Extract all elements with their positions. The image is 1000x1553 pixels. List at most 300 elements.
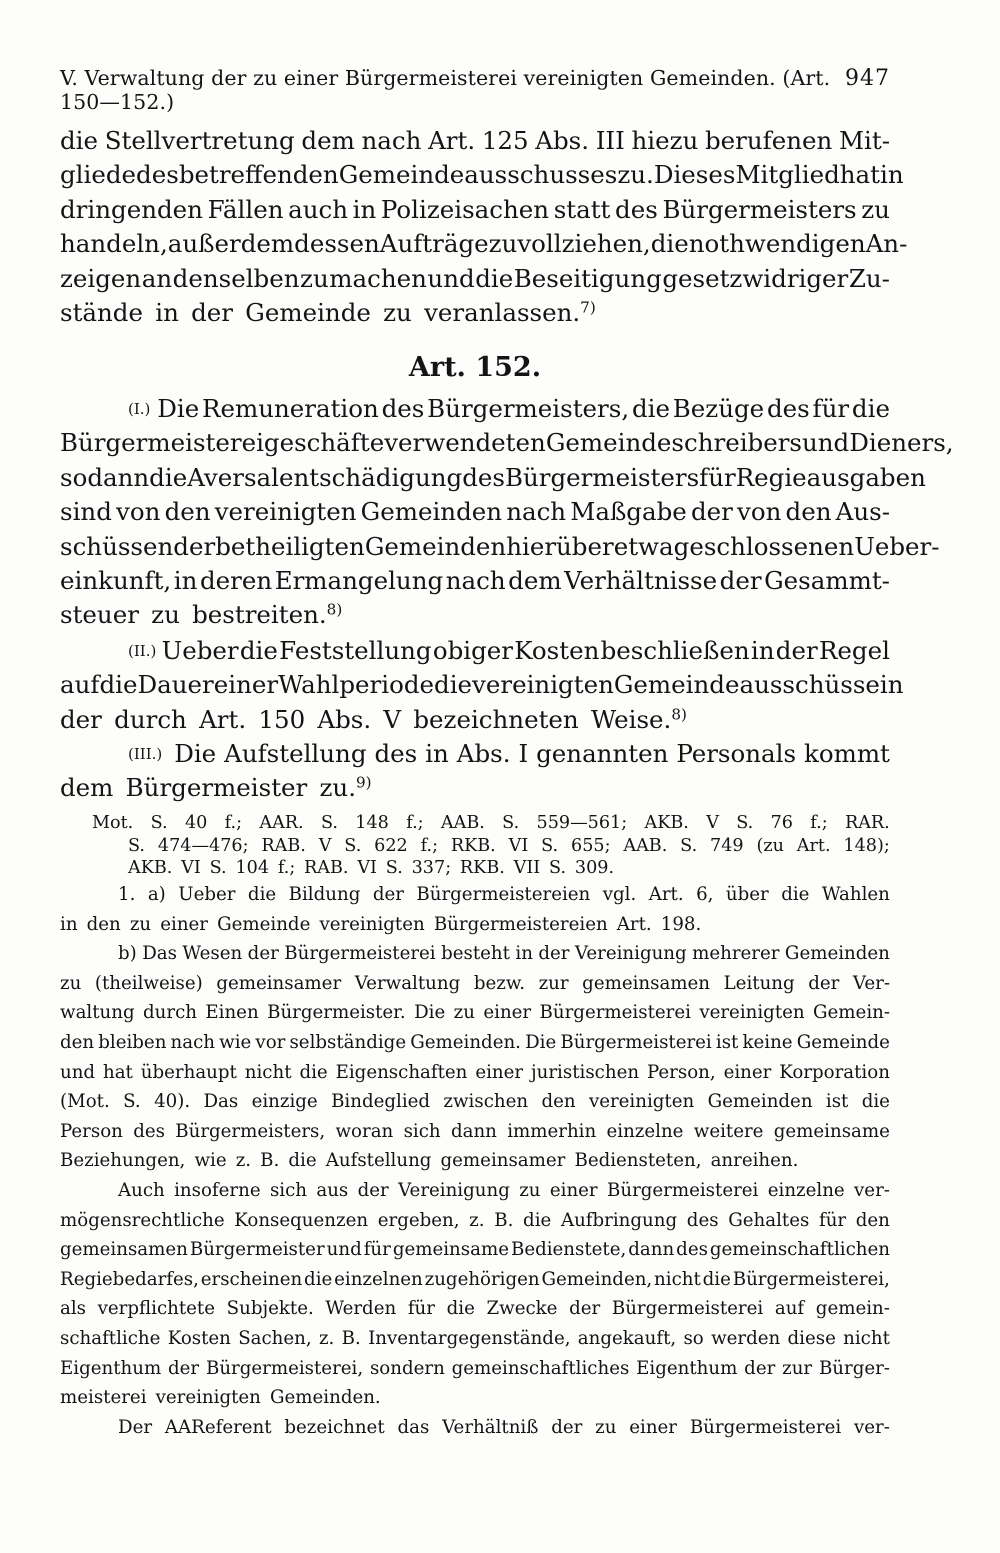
text-word: in [60,913,78,935]
text-word: (zu [756,835,784,856]
text-word: des [462,462,505,492]
text-word: für [699,462,736,492]
text-word: Dieners, [849,428,954,458]
text-word: 148); [843,835,890,856]
text-word: f.; [277,858,296,879]
text-word: Bildung [288,884,361,905]
text-word: vereinigten [588,1091,695,1113]
text-word: der [191,297,234,327]
text-word: einer [629,1416,677,1438]
text-word: S. [123,1091,141,1113]
text-word: AAB. [623,835,668,856]
text-word: nothwendigen [688,229,866,259]
text-word: gemeinschaftlichen [709,1239,890,1261]
text-word: die [631,394,670,423]
reference-lines [60,812,890,880]
text-word: B. [260,1150,280,1172]
text-word: Ueber- [854,531,940,561]
text-word: einer [213,670,279,700]
text-line [60,1265,890,1295]
text-word: schaftliche [60,1327,161,1349]
text-word: Leitung [723,972,795,994]
text-word: die [434,670,473,700]
text-line [60,1087,890,1117]
text-word: gemeinsamen [582,972,711,994]
text-word: Maßgabe [570,497,687,527]
reference-line [60,812,890,835]
page-number: 947 [845,66,890,91]
intro-lines [60,124,908,330]
text-word: die [851,394,890,423]
text-line [60,880,890,910]
text-word: Konsequenzen [234,1209,369,1231]
commentary-paragraph [60,1176,890,1413]
text-word: Art. [616,913,652,935]
text-word: statt [553,194,611,224]
text-line [60,969,890,999]
text-word: Kosten [514,636,600,665]
text-word: auch [288,194,349,224]
text-word: S. [128,835,146,856]
text-line [60,426,954,460]
text-word: Gemeinden [360,497,503,527]
text-word: schüssen [60,531,174,561]
text-word: Verwaltung [354,972,461,994]
text-word: zu.$^{9)}$ [319,773,372,803]
text-word: einer [549,1179,598,1201]
text-word: Dieses [653,160,736,190]
text-word: AKB. [644,813,689,833]
text-word: Bediensteten, [574,1150,702,1172]
text-word: beschließen [600,636,750,665]
text-word: ergeben, [377,1209,460,1231]
text-word: Ermangelung [274,565,444,595]
text-word: Mot. [92,813,134,833]
text-word: in [750,636,775,665]
text-word: zu. [617,160,654,190]
text-word: in [155,297,179,327]
text-word: Regiebedarfes, [60,1268,199,1290]
text-line [60,158,904,192]
text-word: Gemeinde [796,1031,890,1053]
text-word: Bürger- [818,1357,890,1379]
text-word: RAB. [261,835,306,856]
text-word: Sachen, [238,1327,312,1349]
text-word: Bürgermeisters, [427,394,630,423]
text-word: in [879,670,904,700]
text-word: Weise.$^{8)}$ [590,704,687,734]
text-word: VI [181,858,201,879]
text-line [60,227,908,261]
text-word: Art. [428,126,476,155]
text-word: 1. [118,884,136,905]
text-word: Gemeinden. [269,1387,381,1409]
text-word: nach [170,1031,216,1053]
text-word: Bürgermeisters [504,462,700,492]
text-word: wie [219,1031,252,1053]
text-word: dringenden [60,194,203,224]
text-word: etwa [613,531,674,561]
text-line [60,668,904,702]
text-word: Aufstellung [224,739,367,768]
text-word: den [86,913,121,935]
text-word: S. [549,858,567,879]
text-word: der [173,531,216,561]
text-word: des [381,394,425,423]
text-word: die [99,670,138,700]
text-word: durch [114,704,187,734]
text-word: nicht [654,1268,701,1290]
text-word: vereinigten [319,913,425,935]
text-word: in [880,160,904,190]
text-word: Subjekte. [226,1298,314,1320]
text-word: sind [60,497,112,527]
text-line [60,1206,890,1236]
text-word: zeigen [60,263,142,293]
text-word: verpflichtete [97,1298,216,1320]
text-word: Aus- [835,497,890,527]
text-word: z. [235,1150,252,1172]
text-word: einzelnen [334,1268,423,1290]
text-word: zur [782,1357,813,1379]
text-word: Inventargegenstände, [368,1327,571,1349]
text-word: hiezu [631,126,699,155]
text-word: gemeinsame [392,1239,509,1261]
text-word: kommt [803,739,890,768]
article-paragraph-1 [60,392,954,633]
text-word: ist [715,1031,739,1053]
text-word: 125 [481,126,529,155]
text-word: die [288,1150,317,1172]
text-word: außerdem [167,229,295,259]
text-word: 104 [235,858,270,879]
text-word: b) [118,943,137,965]
text-word: ist [825,1091,849,1113]
text-word: f.; [810,813,828,833]
text-word: Aufstellung [325,1150,432,1172]
text-word: Bürgermeisters [662,194,857,224]
text-word: hierüber [506,531,614,561]
text-line [60,910,890,940]
text-word: den [785,497,832,527]
text-word: B. [494,1209,514,1231]
text-word: wie [194,1150,227,1172]
text-word: zu [300,263,329,293]
text-word: zu [383,297,412,327]
text-word: der [808,972,840,994]
text-line [60,598,890,632]
text-word: werden [711,1327,781,1349]
text-word: von [737,497,782,527]
text-word: hat [839,160,880,190]
text-word: einkunft, [60,565,172,595]
text-word: so [683,1327,704,1349]
text-word: Bedienstete, [510,1239,627,1261]
footnote-ref: 9) [356,774,372,793]
text-word: und [802,428,850,458]
text-word: woran [335,1120,394,1142]
text-word: S. [344,835,362,856]
article-heading: Art. 152. [408,352,542,383]
text-word: und [60,1061,96,1083]
text-word: nach [506,497,567,527]
text-word: Aufbringung [560,1209,678,1231]
text-word: Bürgermeister [125,773,308,803]
text-word: in [173,565,198,595]
text-line [60,939,890,969]
text-word: z. [469,1209,485,1231]
text-word: zu [595,1416,617,1438]
text-word: 309. [574,858,615,879]
text-word: die [781,884,810,905]
text-word: Werden [325,1298,397,1320]
text-line [60,1413,890,1443]
text-word: die [304,1268,333,1290]
text-word: (Mot. [60,1091,110,1113]
text-word: Gemeinden [364,531,507,561]
text-word: S. [541,835,559,856]
footnote-ref: 7) [580,298,596,317]
text-word: RKB. [450,835,496,856]
text-word: Gesammt- [764,565,890,595]
text-word: einer [475,1061,524,1083]
text-word: 150 [258,704,306,734]
text-word: selbständige [289,1031,407,1053]
text-word: Vereinigung [398,1179,510,1201]
text-word: 40 [184,813,208,833]
text-word: Wahlperiode [278,670,435,700]
text-word: diese [787,1327,836,1349]
text-word: Bürgermeisterei [606,1179,759,1201]
text-word: V [383,704,402,734]
text-word: anreihen. [710,1150,799,1172]
text-word: in [352,194,377,224]
text-word: des [766,394,810,423]
text-word: Art. [648,884,684,905]
text-word: Regel [818,636,890,665]
text-word: steuer [60,600,139,630]
text-word: zu [519,1179,541,1201]
intro-paragraph [60,124,908,330]
text-word: Bürgermeister. [267,1002,406,1024]
text-word: Wesen [182,943,243,965]
text-word: vereinigten [214,497,357,527]
text-word: gemeinschaftliches [451,1357,630,1379]
text-word: Verhältniß [442,1416,539,1438]
text-word: Bindeglied [331,1091,431,1113]
text-line [60,998,890,1028]
text-word: S. [736,813,754,833]
text-line [60,1058,890,1088]
text-word: Einen [205,1002,259,1024]
text-word: Auch [118,1179,165,1201]
text-word: Mit- [838,126,890,155]
text-word: der [719,565,762,595]
text-word: handeln, [60,229,168,259]
text-word: Zwecke [486,1298,558,1320]
text-word: die [239,636,278,665]
text-word: durch [143,1002,197,1024]
text-word: S. [502,813,520,833]
text-word: der [551,1416,583,1438]
reference-line [60,835,890,858]
text-word: Gemeinden [784,943,890,965]
text-word: 337; [411,858,452,879]
text-word: f.; [406,813,424,833]
text-word: 474—476; [157,835,249,856]
text-word: Regieausgaben [735,462,926,492]
text-word: Die [414,1002,446,1024]
text-line [60,1235,890,1265]
references-block [60,812,890,880]
text-word: an [141,263,173,293]
text-word: Bürgermeisterei [560,1031,712,1053]
text-word: des [133,1120,165,1142]
text-word: (theilweise) [94,972,203,994]
text-word: Polizeisachen [380,194,550,224]
text-word: mögensrechtliche [60,1209,225,1231]
text-word: angekauft, [577,1327,677,1349]
text-word: 198. [660,913,702,935]
text-word: die [650,229,689,259]
text-word: Eigenthum [60,1357,162,1379]
text-word: Abs. [535,126,590,155]
text-word: zu [453,1002,475,1024]
text-word: VI [357,858,377,879]
text-word: sich [403,1120,441,1142]
text-word: über [725,884,769,905]
text-word: die [247,884,277,905]
text-line [60,634,890,668]
footnote-ref: 8) [326,601,343,619]
text-word: 40). [154,1091,191,1113]
text-word: zur [538,972,569,994]
text-word: für [407,1298,435,1320]
text-word: RKB. [459,858,505,879]
text-word: weitere [693,1120,764,1142]
paragraph-marker: (III.) [128,745,163,763]
text-word: Bürgermeisterei [284,943,436,965]
text-word: bleiben [98,1031,167,1053]
text-word: Bürgermeisterei, [732,1268,890,1290]
text-word: der [247,943,279,965]
text-word: meisterei [60,1387,147,1409]
paragraph-3-lines [60,737,890,806]
text-word: betreffenden [178,160,339,190]
commentary-paragraphs [60,880,890,1442]
text-line [60,771,890,805]
text-word: hat [103,1061,133,1083]
text-line [60,1324,890,1354]
text-word: die [702,1268,731,1290]
text-word: gemein- [815,1298,890,1320]
text-word: B. [341,1327,361,1349]
text-word: Verhältnisse [564,565,718,595]
text-word: waltung [60,1002,135,1024]
footnote-ref: 8) [671,705,687,724]
text-word: Abs. [317,704,372,734]
text-word: vgl. [602,884,637,905]
text-word: Stellvertretung [104,126,295,155]
text-word: Gemeindeausschüsse [613,670,880,700]
text-line [60,1176,890,1206]
text-word: AAB. [440,813,485,833]
commentary-paragraph [60,880,890,939]
text-word: Ueber [161,636,239,665]
commentary-paragraph [60,939,890,1176]
text-word: Die [157,394,200,423]
text-word: Der [118,1416,153,1438]
text-word: Ver- [852,972,890,994]
text-word: Korporation [779,1061,890,1083]
text-word: vereinigten [699,1002,805,1024]
text-word: RAR. [844,813,890,833]
text-word: Bürgermeistereigeschäfte [60,428,385,458]
commentary-paragraph [60,1413,890,1443]
text-word: einzelne [767,1179,845,1201]
text-word: die [60,126,99,155]
text-line [60,1383,890,1413]
text-word: die [475,263,514,293]
text-word: Art. [199,704,247,734]
text-line [60,703,890,737]
text-word: als [60,1298,86,1320]
text-word: Bürgermeisters, [175,1120,326,1142]
paragraph-1-lines [60,392,954,633]
text-word: nicht [244,1061,292,1083]
text-word: dem [301,126,355,155]
text-word: erscheinen [200,1268,303,1290]
text-word: veranlassen.$^{7)}$ [424,297,596,327]
text-word: des [686,1209,719,1231]
text-word: gemeinsame [773,1120,890,1142]
text-line [60,1028,890,1058]
text-word: der [690,497,733,527]
text-word: die [149,462,188,492]
text-word: Bürgermeisterei, [205,1357,364,1379]
text-word: Das [142,943,177,965]
text-line [60,262,890,296]
text-word: zu [861,194,890,224]
text-word: S. [320,813,338,833]
text-word: dem [508,565,562,595]
running-title: V. Verwaltung der zu einer Bürgermeisterei vereinigten Gemeinden. (Art. 150—152.) [60,66,831,114]
text-word: Beziehungen, [60,1150,186,1172]
text-word: Gemein- [813,1002,890,1024]
text-word: den [164,497,211,527]
text-word: Fällen [207,194,284,224]
text-word: zu [129,913,152,935]
text-word: von [116,497,161,527]
text-word: Gemeindeschreibers [545,428,802,458]
text-word: Gehaltes [728,1209,810,1231]
text-word: der [569,1298,601,1320]
text-word: S. [150,813,168,833]
text-word: Gemeindeausschusses [338,160,618,190]
text-word: und [427,263,475,293]
text-word: nach [361,126,422,155]
text-word: immerhin [507,1120,597,1142]
text-word: zu [60,972,82,994]
running-header [60,66,890,114]
text-word: verwendeten [384,428,546,458]
reference-line [60,857,890,880]
text-word: sondern [369,1357,445,1379]
text-word: überhaupt [140,1061,237,1083]
text-word: z. [318,1327,335,1349]
text-word: f.; [224,813,243,833]
text-word: dann [450,1120,497,1142]
